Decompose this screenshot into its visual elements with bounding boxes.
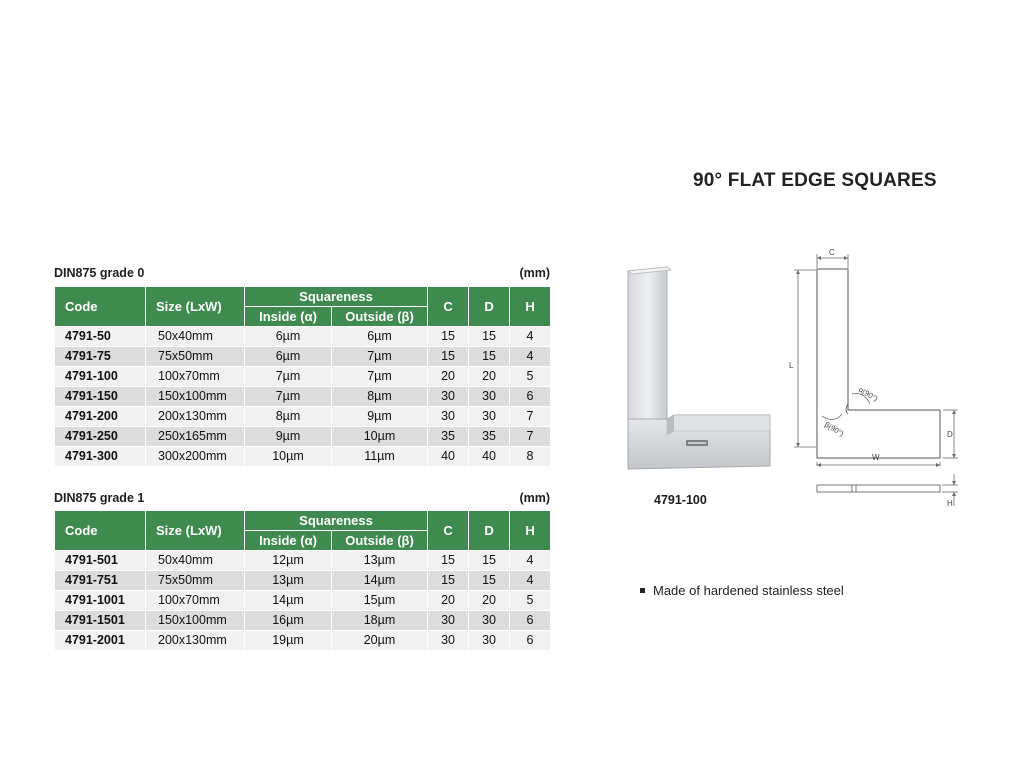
cell-d: 20 <box>469 591 510 611</box>
cell-outside: 15µm <box>332 591 428 611</box>
spec-table <box>54 286 551 467</box>
cell-outside: 8µm <box>332 387 428 407</box>
header-h: H <box>510 511 551 551</box>
table-row <box>55 551 551 571</box>
label-c: C <box>829 248 835 257</box>
page-title: 90° FLAT EDGE SQUARES <box>693 170 937 191</box>
header-squareness: Squareness <box>245 287 428 307</box>
cell-c: 30 <box>428 407 469 427</box>
table-row <box>55 631 551 651</box>
unit-label: (mm) <box>519 491 550 505</box>
bullet-icon <box>640 588 645 593</box>
label-beta: β(90°) <box>823 419 846 439</box>
header-size: Size (LxW) <box>146 287 245 327</box>
dimension-drawing <box>786 244 964 510</box>
cell-code: 4791-1501 <box>55 611 146 631</box>
spec-table-grade-0 <box>54 266 550 466</box>
cell-h: 7 <box>510 427 551 447</box>
label-alpha: α(90°) <box>857 384 880 404</box>
cell-code: 4791-300 <box>55 447 146 467</box>
cell-outside: 20µm <box>332 631 428 651</box>
cell-outside: 6µm <box>332 327 428 347</box>
cell-code: 4791-501 <box>55 551 146 571</box>
header-d: D <box>469 511 510 551</box>
cell-outside: 14µm <box>332 571 428 591</box>
cell-inside: 13µm <box>245 571 332 591</box>
cell-size: 300x200mm <box>146 447 245 467</box>
cell-outside: 10µm <box>332 427 428 447</box>
header-d: D <box>469 287 510 327</box>
cell-size: 150x100mm <box>146 611 245 631</box>
cell-h: 5 <box>510 591 551 611</box>
cell-d: 40 <box>469 447 510 467</box>
table-title: DIN875 grade 1 <box>54 491 145 505</box>
label-h: H <box>947 499 953 508</box>
table-row <box>55 447 551 467</box>
cell-h: 4 <box>510 327 551 347</box>
cell-inside: 12µm <box>245 551 332 571</box>
cell-d: 15 <box>469 327 510 347</box>
spec-table-grade-1 <box>54 491 550 656</box>
cell-inside: 8µm <box>245 407 332 427</box>
table-body <box>55 551 551 651</box>
cell-code: 4791-2001 <box>55 631 146 651</box>
cell-outside: 18µm <box>332 611 428 631</box>
cell-outside: 11µm <box>332 447 428 467</box>
cell-h: 6 <box>510 387 551 407</box>
cell-size: 75x50mm <box>146 347 245 367</box>
table-row <box>55 427 551 447</box>
product-photo <box>622 265 772 470</box>
table-row <box>55 571 551 591</box>
cell-c: 30 <box>428 631 469 651</box>
cell-code: 4791-75 <box>55 347 146 367</box>
cell-code: 4791-200 <box>55 407 146 427</box>
unit-label: (mm) <box>519 266 550 280</box>
feature-item <box>640 583 844 598</box>
spec-table <box>54 510 551 651</box>
feature-text: Made of hardened stainless steel <box>653 583 844 598</box>
cell-outside: 7µm <box>332 347 428 367</box>
cell-size: 75x50mm <box>146 571 245 591</box>
header-c: C <box>428 511 469 551</box>
cell-h: 5 <box>510 367 551 387</box>
cell-code: 4791-1001 <box>55 591 146 611</box>
header-c: C <box>428 287 469 327</box>
cell-d: 20 <box>469 367 510 387</box>
header-inside: Inside (α) <box>245 307 332 327</box>
cell-inside: 6µm <box>245 327 332 347</box>
cell-d: 30 <box>469 387 510 407</box>
header-size: Size (LxW) <box>146 511 245 551</box>
cell-inside: 14µm <box>245 591 332 611</box>
cell-c: 20 <box>428 591 469 611</box>
header-code: Code <box>55 511 146 551</box>
header-squareness: Squareness <box>245 511 428 531</box>
header-outside: Outside (β) <box>332 531 428 551</box>
cell-size: 50x40mm <box>146 327 245 347</box>
label-d: D <box>947 430 953 439</box>
cell-outside: 7µm <box>332 367 428 387</box>
cell-h: 6 <box>510 631 551 651</box>
cell-size: 100x70mm <box>146 367 245 387</box>
cell-code: 4791-50 <box>55 327 146 347</box>
cell-size: 100x70mm <box>146 591 245 611</box>
table-row <box>55 407 551 427</box>
cell-h: 8 <box>510 447 551 467</box>
cell-h: 7 <box>510 407 551 427</box>
cell-inside: 16µm <box>245 611 332 631</box>
cell-c: 15 <box>428 327 469 347</box>
cell-size: 200x130mm <box>146 631 245 651</box>
cell-inside: 9µm <box>245 427 332 447</box>
cell-code: 4791-250 <box>55 427 146 447</box>
table-row <box>55 347 551 367</box>
cell-c: 40 <box>428 447 469 467</box>
table-title: DIN875 grade 0 <box>54 266 145 280</box>
cell-c: 30 <box>428 611 469 631</box>
table-row <box>55 367 551 387</box>
cell-c: 20 <box>428 367 469 387</box>
cell-c: 30 <box>428 387 469 407</box>
header-code: Code <box>55 287 146 327</box>
table-body <box>55 327 551 467</box>
cell-c: 15 <box>428 571 469 591</box>
header-inside: Inside (α) <box>245 531 332 551</box>
cell-c: 35 <box>428 427 469 447</box>
cell-inside: 19µm <box>245 631 332 651</box>
cell-code: 4791-751 <box>55 571 146 591</box>
cell-d: 30 <box>469 611 510 631</box>
cell-inside: 10µm <box>245 447 332 467</box>
cell-size: 50x40mm <box>146 551 245 571</box>
cell-size: 150x100mm <box>146 387 245 407</box>
cell-inside: 7µm <box>245 367 332 387</box>
cell-d: 15 <box>469 571 510 591</box>
cell-d: 15 <box>469 551 510 571</box>
header-outside: Outside (β) <box>332 307 428 327</box>
table-row <box>55 591 551 611</box>
header-h: H <box>510 287 551 327</box>
cell-c: 15 <box>428 551 469 571</box>
cell-d: 30 <box>469 631 510 651</box>
cell-outside: 9µm <box>332 407 428 427</box>
cell-d: 30 <box>469 407 510 427</box>
label-w: W <box>872 453 880 462</box>
cell-size: 250x165mm <box>146 427 245 447</box>
cell-inside: 6µm <box>245 347 332 367</box>
cell-d: 35 <box>469 427 510 447</box>
photo-caption: 4791-100 <box>654 493 707 507</box>
cell-outside: 13µm <box>332 551 428 571</box>
label-l: L <box>789 361 794 370</box>
table-row <box>55 387 551 407</box>
cell-size: 200x130mm <box>146 407 245 427</box>
cell-inside: 7µm <box>245 387 332 407</box>
cell-code: 4791-150 <box>55 387 146 407</box>
cell-h: 4 <box>510 551 551 571</box>
cell-code: 4791-100 <box>55 367 146 387</box>
cell-c: 15 <box>428 347 469 367</box>
cell-d: 15 <box>469 347 510 367</box>
cell-h: 6 <box>510 611 551 631</box>
cell-h: 4 <box>510 347 551 367</box>
cell-h: 4 <box>510 571 551 591</box>
table-row <box>55 611 551 631</box>
table-row <box>55 327 551 347</box>
